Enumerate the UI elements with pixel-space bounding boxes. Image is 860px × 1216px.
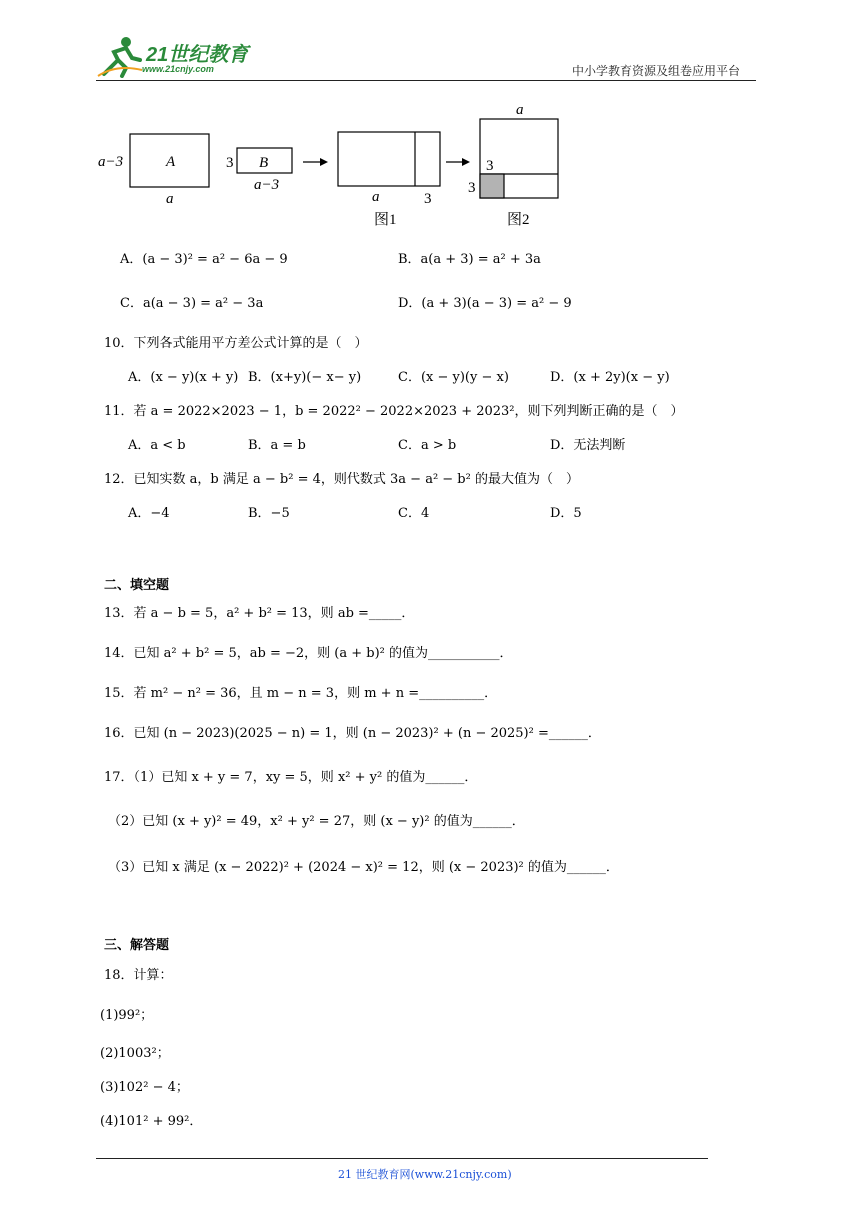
rect-b-label: B bbox=[259, 155, 269, 171]
q9-option-d: D．(a + 3)(a − 3) = a² − 9 bbox=[398, 296, 572, 311]
q11-stem: 11．若 a = 2022×2023 − 1，b = 2022² − 2022×2023 + 2023²，则下列判断正确的是（ ） bbox=[104, 404, 684, 419]
q10-option-a: A．(x − y)(x + y) bbox=[128, 370, 239, 385]
square-left-3-label: 3 bbox=[468, 180, 476, 196]
logo-title: 21世纪教育 bbox=[146, 44, 249, 66]
q12-option-d: D．5 bbox=[550, 506, 582, 521]
q18-item-1: (1)99²； bbox=[100, 1008, 154, 1023]
arrow-right-icon bbox=[462, 158, 470, 166]
q9-option-c: C．a(a − 3) = a² − 3a bbox=[120, 296, 264, 311]
figure1-caption: 图1 bbox=[374, 212, 397, 228]
q10-option-d: D．(x + 2y)(x − y) bbox=[550, 370, 670, 385]
q18-item-2: (2)1003²； bbox=[100, 1046, 170, 1061]
q14-text: 14．已知 a² + b² = 5，ab = −2，则 (a + b)² 的值为___________． bbox=[104, 646, 513, 661]
q11-option-b: B．a = b bbox=[248, 438, 306, 453]
figure2-caption: 图2 bbox=[507, 212, 530, 228]
section-fill-blank-heading: 二、填空题 bbox=[104, 578, 170, 593]
q18-item-3: (3)102² − 4； bbox=[100, 1080, 189, 1095]
header-divider bbox=[96, 80, 756, 81]
q13-text: 13．若 a − b = 5，a² + b² = 13，则 ab =_____． bbox=[104, 606, 415, 621]
combined-rect-shape bbox=[338, 132, 440, 186]
shaded-square bbox=[480, 174, 504, 198]
square-inner-3-label: 3 bbox=[486, 158, 494, 174]
q10-option-b: B．(x+y)(− x− y) bbox=[248, 370, 362, 385]
runner-logo-icon bbox=[96, 34, 144, 78]
q9-option-a: A．(a − 3)² = a² − 6a − 9 bbox=[120, 252, 288, 267]
q12-option-a: A．−4 bbox=[128, 506, 170, 521]
combined-bottom-3-label: 3 bbox=[424, 191, 432, 207]
arrow-right-icon bbox=[320, 158, 328, 166]
q11-option-c: C．a > b bbox=[398, 438, 457, 453]
q18-item-4: (4)101² + 99²． bbox=[100, 1114, 203, 1129]
rect-b-bottom-label: a−3 bbox=[254, 177, 280, 193]
q16-text: 16．已知 (n − 2023)(2025 − n) = 1，则 (n − 2023)² + (n − 2025)² =______． bbox=[104, 726, 601, 741]
q11-option-d: D．无法判断 bbox=[550, 438, 626, 453]
rect-b-side-label: 3 bbox=[226, 155, 234, 171]
q18-stem: 18．计算： bbox=[104, 968, 173, 983]
q17-part3: （3）已知 x 满足 (x − 2022)² + (2024 − x)² = 12，则 (x − 2023)² 的值为______． bbox=[108, 860, 619, 875]
footer-divider bbox=[96, 1158, 708, 1159]
q15-text: 15．若 m² − n² = 36，且 m − n = 3，则 m + n =__________． bbox=[104, 686, 498, 701]
footer-link[interactable]: 21 世纪教育网(www.21cnjy.com) bbox=[338, 1168, 512, 1181]
q9-option-b: B．a(a + 3) = a² + 3a bbox=[398, 252, 541, 267]
q17-part2: （2）已知 (x + y)² = 49，x² + y² = 27，则 (x − y)² 的值为______． bbox=[108, 814, 525, 829]
area-figure bbox=[96, 100, 576, 230]
section-solve-heading: 三、解答题 bbox=[104, 938, 170, 953]
q17-part1: 17．（1）已知 x + y = 7，xy = 5，则 x² + y² 的值为______． bbox=[104, 770, 478, 785]
q12-stem: 12．已知实数 a，b 满足 a − b² = 4，则代数式 3a − a² − b² 的最大值为（ ） bbox=[104, 472, 579, 487]
q10-option-c: C．(x − y)(y − x) bbox=[398, 370, 509, 385]
square-top-a-label: a bbox=[516, 102, 524, 118]
q12-option-c: C．4 bbox=[398, 506, 430, 521]
combined-bottom-a-label: a bbox=[372, 189, 380, 205]
logo-url: www.21cnjy.com bbox=[142, 64, 214, 74]
rect-a-side-label: a−3 bbox=[98, 154, 124, 170]
q11-option-a: A．a < b bbox=[128, 438, 186, 453]
header-platform-text: 中小学教育资源及组卷应用平台 bbox=[572, 64, 741, 78]
rect-a-label: A bbox=[166, 154, 176, 170]
rect-a-bottom-label: a bbox=[166, 191, 174, 207]
site-logo bbox=[96, 34, 266, 78]
q10-stem: 10．下列各式能用平方差公式计算的是（ ） bbox=[104, 336, 368, 351]
q12-option-b: B．−5 bbox=[248, 506, 290, 521]
